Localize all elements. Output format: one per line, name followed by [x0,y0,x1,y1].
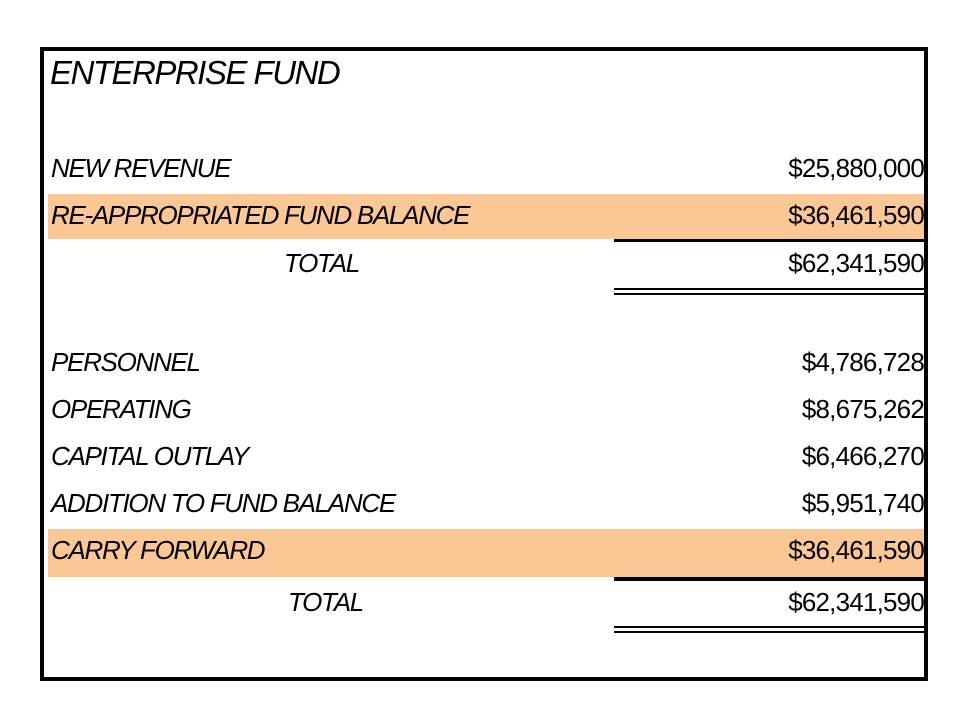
row-label: PERSONNEL [51,347,200,377]
row-label: OPERATING [51,394,191,424]
row-label: CAPITAL OUTLAY [51,441,249,471]
row-value: $36,461,590 [788,200,924,230]
total-label: TOTAL [288,587,363,617]
row-value: $8,675,262 [801,394,924,424]
revenue-row-reappropriated [48,194,924,239]
row-label: NEW REVENUE [51,153,231,183]
revenue-total-row [48,242,924,287]
expense-row-capital-outlay [48,435,924,480]
row-label: ADDITION TO FUND BALANCE [51,488,395,518]
double-rule-top [614,288,924,290]
row-value: $6,466,270 [801,441,924,471]
expenses-total-row [48,581,924,626]
row-value: $36,461,590 [788,535,924,565]
double-rule-bottom [614,631,924,633]
row-label: RE-APPROPRIATED FUND BALANCE [51,200,470,230]
expense-row-personnel [48,341,924,386]
row-label: CARRY FORWARD [51,535,265,565]
total-value: $62,341,590 [788,587,924,617]
total-label: TOTAL [284,248,359,278]
double-rule-bottom [614,293,924,295]
double-rule-top [614,626,924,628]
row-value: $5,951,740 [801,488,924,518]
expense-row-operating [48,388,924,433]
fund-table [40,47,928,681]
expense-row-carry-forward [48,529,924,577]
expense-row-addition-fund-balance [48,482,924,527]
table-title: ENTERPRISE FUND [50,54,340,91]
row-value: $25,880,000 [788,153,924,183]
row-value: $4,786,728 [801,347,924,377]
total-value: $62,341,590 [788,248,924,278]
revenue-row-new-revenue [48,147,924,192]
